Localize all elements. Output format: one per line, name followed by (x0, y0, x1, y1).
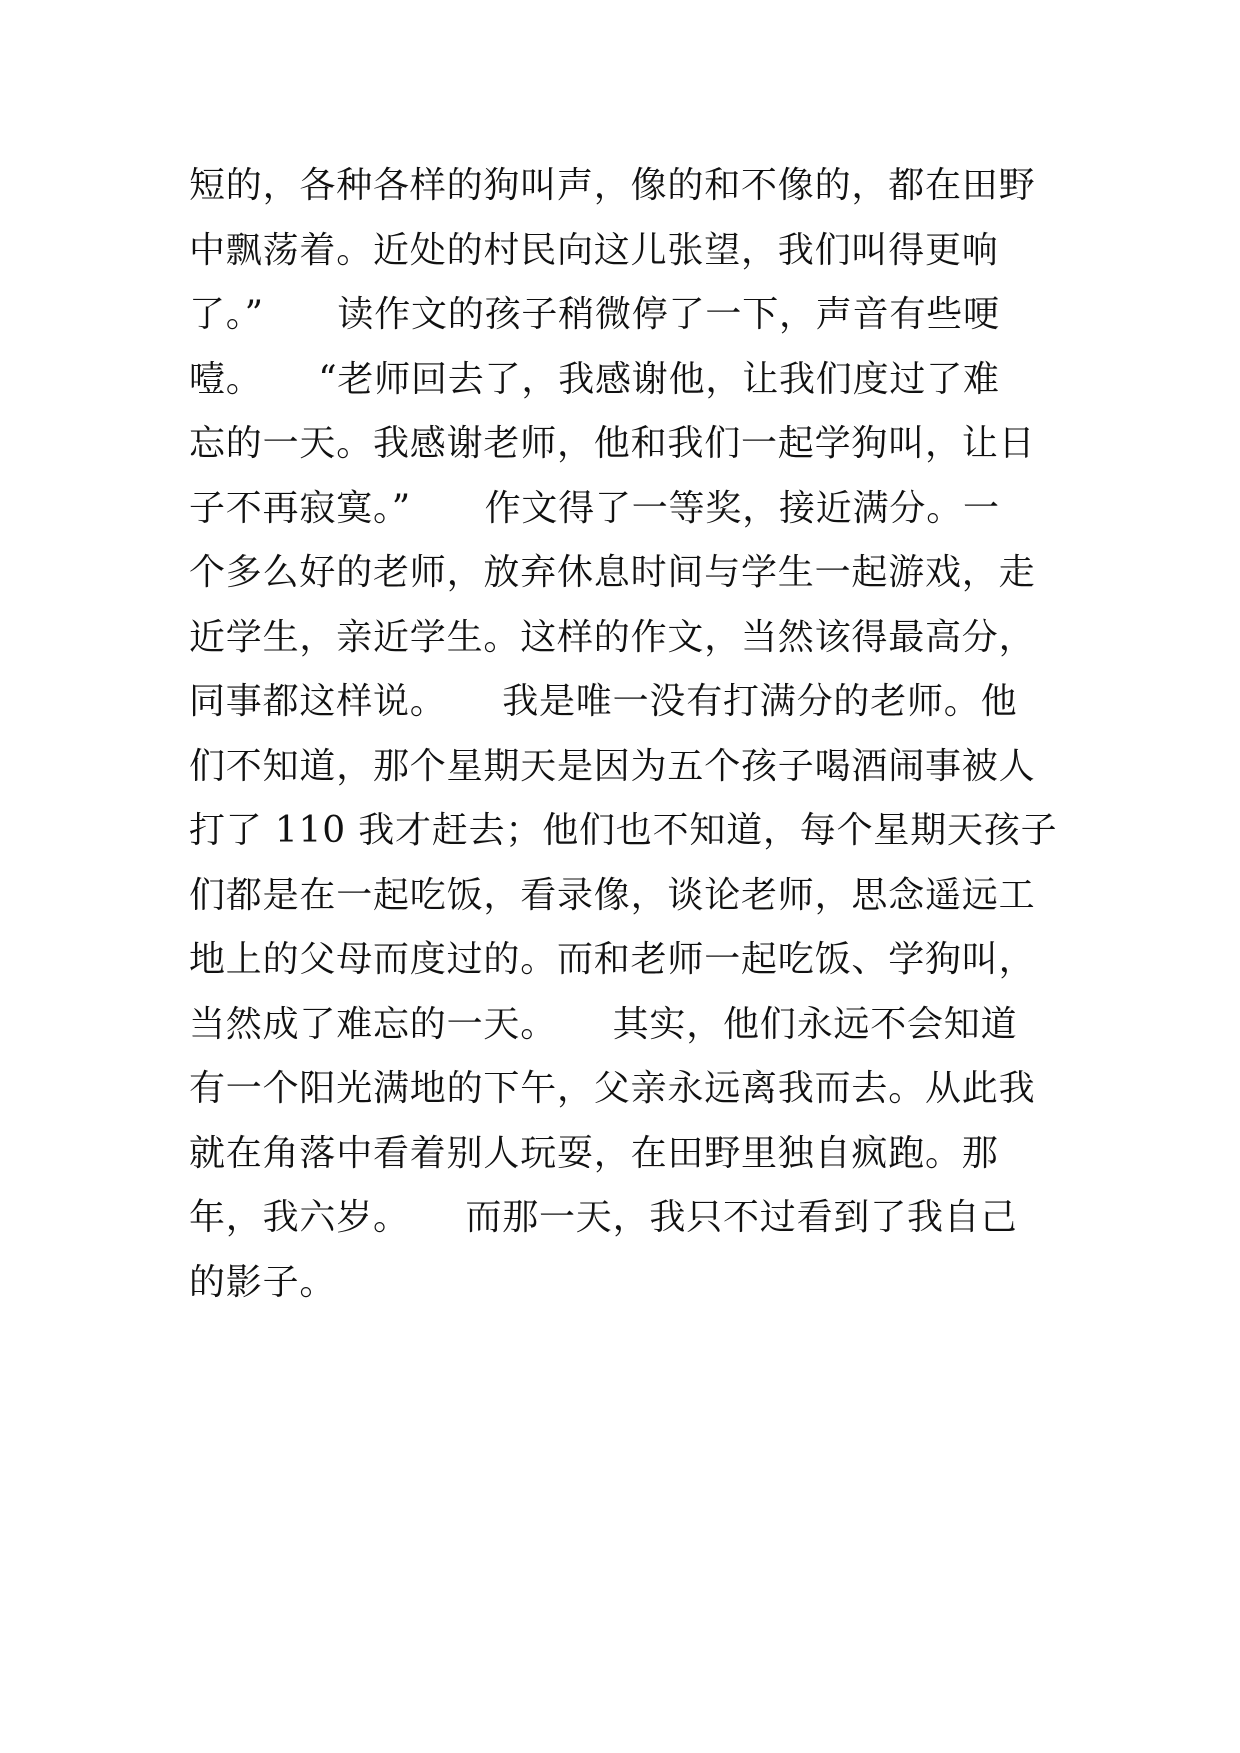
text-line: 地上的父母而度过的。而和老师一起吃饭、学狗叫， (189, 939, 1036, 980)
text-line: 们都是在一起吃饭，看录像，谈论老师，思念遥远工 (189, 874, 1036, 916)
text-line: 的影子。 (189, 1261, 337, 1303)
text-line: 子不再寂寞。” 作文得了一等奖，接近满分。一 (189, 487, 1000, 529)
text-line: 忘的一天。我感谢老师，他和我们一起学狗叫，让日 (189, 423, 1036, 464)
text-line: 当然成了难忘的一天。 其实，他们永远不会知道 (189, 1003, 1018, 1045)
text-line: 中飘荡着。近处的村民向这儿张望，我们叫得更响 (189, 229, 999, 271)
essay-body-text (189, 154, 1059, 1315)
text-line: 有一个阳光满地的下午，父亲永远离我而去。从此我 (189, 1068, 1036, 1109)
text-line: 年，我六岁。 而那一天，我只不过看到了我自己 (189, 1197, 1018, 1238)
text-line: 同事都这样说。 我是唯一没有打满分的老师。他 (189, 681, 1018, 722)
text-line: 打了 110 我才赶去；他们也不知道，每个星期天孩子 (189, 810, 1058, 851)
text-line: 们不知道，那个星期天是因为五个孩子喝酒闹事被人 (189, 745, 1036, 787)
text-line: 近学生，亲近学生。这样的作文，当然该得最高分， (189, 616, 1036, 658)
text-line: 了。” 读作文的孩子稍微停了一下，声音有些哽 (189, 294, 1000, 335)
text-line: 短的，各种各样的狗叫声，像的和不像的，都在田野 (189, 165, 1036, 206)
text-line: 噎。 “老师回去了，我感谢他，让我们度过了难 (189, 358, 1000, 400)
text-line: 就在角落中看着别人玩耍，在田野里独自疯跑。那 (189, 1132, 999, 1174)
text-line: 个多么好的老师，放弃休息时间与学生一起游戏，走 (189, 552, 1036, 593)
